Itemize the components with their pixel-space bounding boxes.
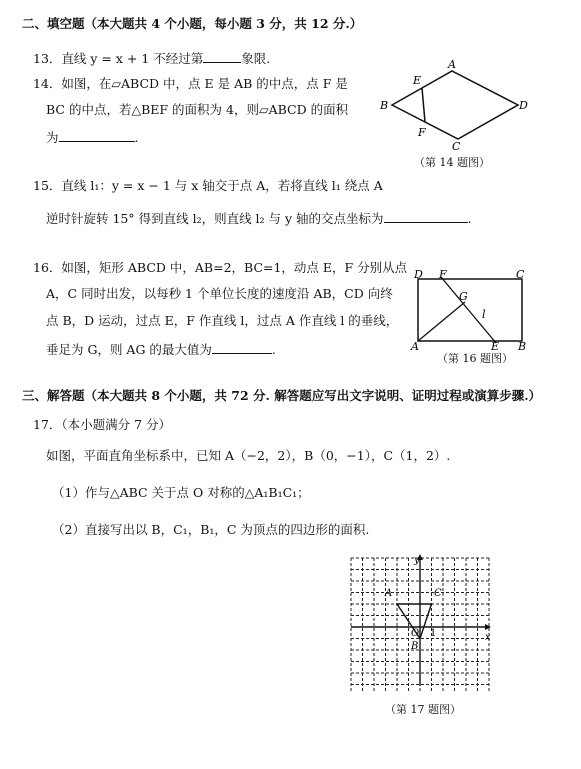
q14-line-1: 14．如图，在▱ABCD 中，点 E 是 AB 的中点，点 F 是 [33,76,348,91]
q15-line-2-suffix: . [467,211,472,226]
label-unit-1: 1 [430,628,437,639]
question-13 [33,51,270,66]
q15-line-1: 15．直线 l₁：y = x − 1 与 x 轴交于点 A，若将直线 l₁ 绕点 A [33,178,383,193]
q16-rectangle-figure [405,266,535,350]
label-x: x [485,632,491,643]
label-d: D [414,268,423,281]
q16-caption: （第 16 题图） [437,352,513,365]
label-a: A [448,58,456,71]
q15-line-2-text: 逆时针旋转 15° 得到直线 l₂，则直线 l₂ 与 y 轴的交点坐标为 [46,211,384,226]
q13-text: 13．直线 y = x + 1 不经过第 [33,51,204,66]
label-c: C [434,588,442,599]
q14-line-2: BC 的中点，若△BEF 的面积为 4，则▱ABCD 的面积 [46,102,349,117]
q16-line-1: 16．如图，矩形 ABCD 中，AB=2，BC=1，动点 E，F 分别从点 [33,260,408,275]
parallelogram-abcd [392,71,518,139]
label-d: D [519,99,528,112]
label-a: A [385,588,393,599]
label-y: y [414,555,420,566]
q17-header: 17．（本小题满分 7 分） [33,417,172,432]
q13-answer-blank[interactable] [203,51,241,63]
q17-part-2: （2）直接写出以 B，C₁，B₁，C 为顶点的四边形的面积. [52,522,370,537]
q17-stem: 如图，平面直角坐标系中，已知 A（−2，2），B（0，−1），C（1，2）. [46,448,451,463]
label-f: F [418,126,426,139]
label-f: F [439,268,447,281]
q14-line-3 [46,130,139,145]
label-e: E [413,74,422,87]
x-axis-arrow [485,624,491,630]
q17-caption: （第 17 题图） [385,703,461,716]
q16-answer-blank[interactable] [212,342,272,354]
q16-line-2: A，C 同时出发，以每秒 1 个单位长度的速度沿 AB，CD 向终 [46,286,393,301]
segment-ef [422,88,425,122]
q16-line-4-suffix: . [271,342,276,357]
q14-line-3-prefix: 为 [46,130,59,145]
q16-line-4-text: 垂足为 G，则 AG 的最大值为 [46,342,212,357]
section-3-title: 三、解答题（本大题共 8 个小题，共 72 分. 解答题应写出文字说明、证明过程或演算步骤.） [22,388,542,403]
label-b: B [380,99,389,112]
q15-answer-blank[interactable] [384,211,468,223]
q14-caption: （第 14 题图） [414,156,490,169]
section-2-title: 二、填空题（本大题共 4 个小题，每小题 3 分，共 12 分.） [22,16,363,31]
q14-line-3-suffix: . [134,130,139,145]
label-g: G [459,290,468,303]
q13-text-after: 象限. [241,51,271,66]
q16-line-3: 点 B，D 运动，过点 E，F 作直线 l，过点 A 作直线 l 的垂线， [46,313,399,328]
label-o: O [411,628,420,639]
label-l: l [482,308,486,321]
q16-line-4 [46,342,276,357]
label-c: C [516,268,525,281]
q17-part-1: （1）作与△ABC 关于点 O 对称的△A₁B₁C₁； [52,485,310,500]
segment-ag [418,302,465,341]
label-a: A [411,340,419,350]
rectangle-abcd [418,279,522,341]
line-l [441,277,496,343]
label-b: B [518,340,527,350]
q15-line-2 [46,211,472,226]
q17-coordinate-grid [345,552,495,692]
label-b: B [411,641,419,652]
label-e: E [491,340,500,350]
q14-answer-blank[interactable] [59,130,135,142]
label-c: C [452,140,461,150]
q14-parallelogram-figure [378,58,528,150]
